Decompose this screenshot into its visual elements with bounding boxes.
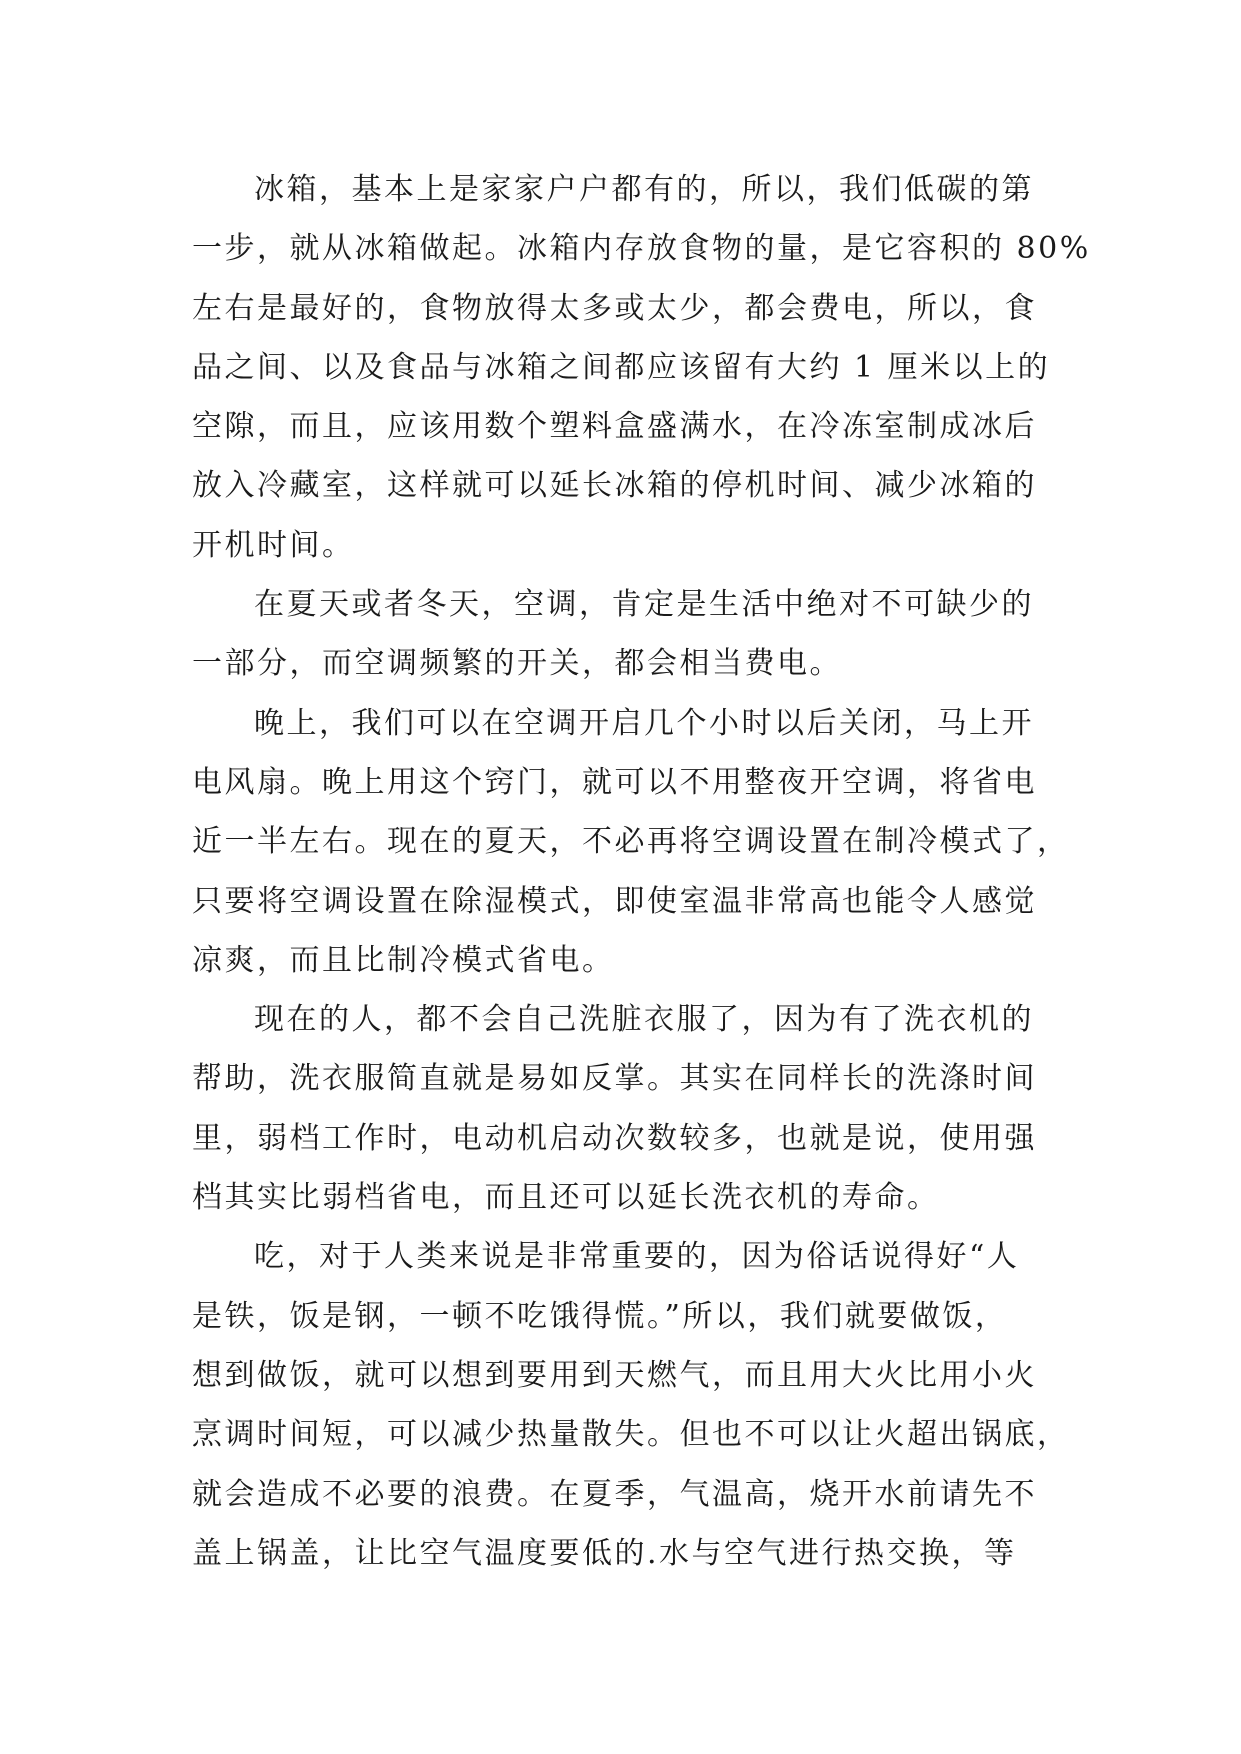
text-line: 就会造成不必要的浪费。在夏季，气温高，烧开水前请先不 xyxy=(192,1476,1037,1512)
text-line: 只要将空调设置在除湿模式，即使室温非常高也能令人感觉 xyxy=(192,883,1037,919)
text-line: 开机时间。 xyxy=(192,527,355,563)
text-line: 晚上，我们可以在空调开启几个小时以后关闭，马上开 xyxy=(254,705,1034,741)
text-line: 电风扇。晚上用这个窍门，就可以不用整夜开空调，将省电 xyxy=(192,764,1037,800)
body-text xyxy=(192,160,1091,1583)
paragraph-cooking xyxy=(192,1227,1070,1583)
text-line: 一部分，而空调频繁的开关，都会相当费电。 xyxy=(192,646,842,682)
text-line: 里，弱档工作时，电动机启动次数较多，也就是说，使用强 xyxy=(192,1120,1037,1156)
paragraph-air-conditioner xyxy=(192,575,1058,694)
paragraph-refrigerator xyxy=(192,160,1091,575)
text-line: 档其实比弱档省电，而且还可以延长洗衣机的寿命。 xyxy=(192,1180,940,1216)
text-line: 在夏天或者冬天，空调，肯定是生活中绝对不可缺少的 xyxy=(254,587,1034,623)
text-line: 吃，对于人类来说是非常重要的，因为俗话说得好“人 xyxy=(254,1239,1020,1275)
text-line: 空隙，而且，应该用数个塑料盒盛满水，在冷冻室制成冰后 xyxy=(192,409,1037,445)
text-line: 左右是最好的，食物放得太多或太少，都会费电，所以，食 xyxy=(192,290,1037,326)
text-line: 是铁，饭是钢，一顿不吃饿得慌。”所以，我们就要做饭， xyxy=(192,1298,1008,1334)
text-line: 近一半左右。现在的夏天，不必再将空调设置在制冷模式了， xyxy=(192,824,1070,860)
text-line: 帮助，洗衣服简直就是易如反掌。其实在同样长的洗涤时间 xyxy=(192,1061,1037,1097)
text-line: 想到做饭，就可以想到要用到天燃气，而且用大火比用小火 xyxy=(192,1357,1037,1393)
text-line: 品之间、以及食品与冰箱之间都应该留有大约 1 厘米以上的 xyxy=(192,349,1051,385)
text-line: 凉爽，而且比制冷模式省电。 xyxy=(192,942,615,978)
text-line: 烹调时间短，可以减少热量散失。但也不可以让火超出锅底， xyxy=(192,1417,1070,1453)
paragraph-washing-machine xyxy=(192,990,1058,1227)
paragraph-night-cooling xyxy=(192,694,1070,990)
text-line: 冰箱，基本上是家家户户都有的，所以，我们低碳的第 xyxy=(254,172,1034,207)
text-line: 一步，就从冰箱做起。冰箱内存放食物的量，是它容积的 80% xyxy=(192,231,1091,267)
text-line: 盖上锅盖，让比空气温度要低的.水与空气进行热交换，等 xyxy=(192,1535,1017,1571)
text-line: 放入冷藏室，这样就可以延长冰箱的停机时间、减少冰箱的 xyxy=(192,468,1037,504)
text-line: 现在的人，都不会自己洗脏衣服了，因为有了洗衣机的 xyxy=(254,1002,1034,1038)
